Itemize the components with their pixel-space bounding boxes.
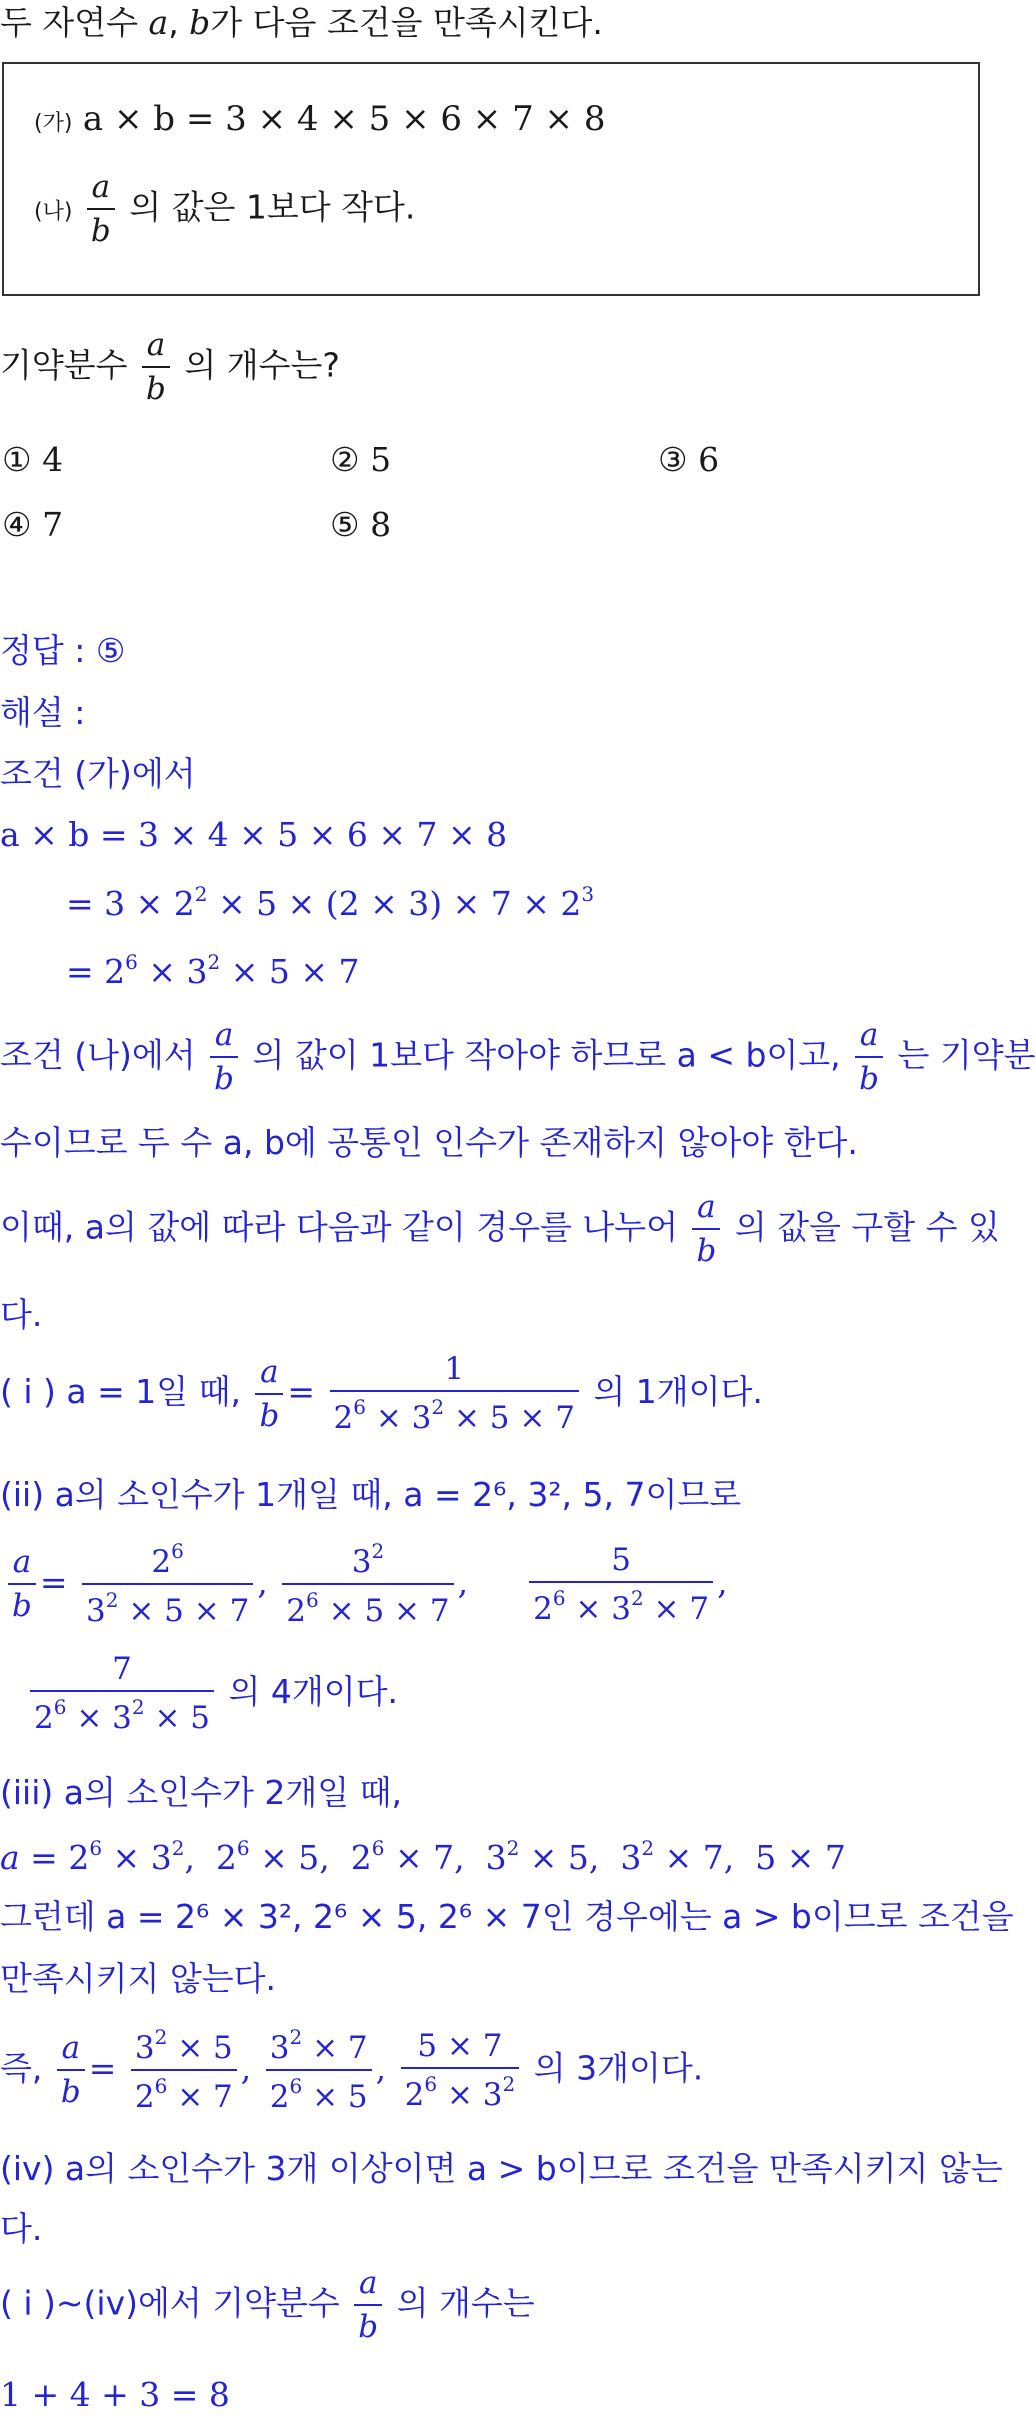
solution-line-7: 이때, a의 값에 따라 다음과 같이 경우를 나누어 $\frac{a}{b}$ 의 값을 구할 수 있 [0,1189,1000,1270]
case-iv: (iv) a의 소인수가 3개 이상이면 a > b이므로 조건을 만족시키지 않는 [0,2149,1003,2188]
solution-line-1: 조건 (가)에서 [0,754,196,793]
case-iii-note: 그런데 a = 2⁶ × 3², 2⁶ × 5, 2⁶ × 7인 경우에는 a > b이므로 조건을 [0,1897,1014,1936]
solution-line-4: = $2^6 \times 3^2 \times 5 \times 7$ [66,950,360,991]
condition-1: (가) a × b = 3 × 4 × 5 × 6 × 7 × 8 [34,99,606,139]
case-iii-note-2: 만족시키지 않는다. [0,1959,277,1998]
case-ii: (ii) a의 소인수가 1개일 때, a = 2⁶, 3², 5, 7이므로 [0,1475,742,1514]
case-iv-2: 다. [0,2209,43,2248]
solution-line-6: 수이므로 두 수 a, b에 공통인 인수가 존재하지 않아야 한다. [0,1123,858,1162]
summary: ( i )~(iv)에서 기약분수 $\frac{a}{b}$ 의 개수는 [0,2265,535,2346]
solution-line-8: 다. [0,1295,43,1334]
case-i: ( i ) a = 1일 때, $\frac{a}{b}$ = $\frac{1}{2^6 \times 3^2 \times 5 \times 7}$ 의 1개이다. [0,1351,763,1437]
case-iii-fractions: 즉, $\frac{a}{b}$ = $\frac{3^2 \times 5}{2^6 \times 7}$ , $\frac{3^2 \times 7}{2^6 \times 5}$ , $\frac{5 \times 7}{2^6 \times 3^2}$ 의 3개이다. [0,2025,704,2116]
case-ii-fraction-4: $\frac{7}{2^6 \times 3^2 \times 5}$ 의 4개이다. [26,1652,398,1735]
choice-2[interactable]: ② 5 [330,440,392,479]
answer: 정답 : ⑤ [0,631,126,670]
explanation-label: 해설 : [0,693,86,732]
choice-3[interactable]: ③ 6 [658,440,720,479]
choice-5[interactable]: ⑤ 8 [330,505,392,544]
solution-line-3: = $3 \times 2^2 \times 5 \times (2 \times 3) \times 7 \times 2^3$ [66,882,595,923]
problem-title: 두 자연수 a, b가 다음 조건을 만족시킨다. [0,3,603,42]
choice-4[interactable]: ④ 7 [2,505,64,544]
case-iii: (iii) a의 소인수가 2개일 때, [0,1773,402,1812]
question: 기약분수 $\frac{a}{b}$ 의 개수는? [0,327,340,408]
solution-line-5: 조건 (나)에서 $\frac{a}{b}$ 의 값이 1보다 작아야 하므로 a < b이고, $\frac{a}{b}$ 는 기약분 [0,1017,1036,1098]
final-sum: 1 + 4 + 3 = 8 [0,2375,230,2414]
choice-1[interactable]: ① 4 [2,440,64,479]
case-iii-list: $a = 2^6 \times 3^2$, $2^6 \times 5$, $2^6 \times 7$, $3^2 \times 5$, $3^2 \times 7$, 5 × 7 [0,1836,846,1877]
condition-2: (나) $\frac{a}{b}$ 의 값은 1보다 작다. [34,169,416,250]
case-ii-fractions: $\frac{a}{b}$ = $\frac{2^6}{3^2 \times 5 \times 7}$ , $\frac{3^2}{2^6 \times 5 \times 7}$ , $\frac{5}{2^6 \times 3^2 \times 7}$ , [4,1540,728,1628]
solution-line-2: a × b = 3 × 4 × 5 × 6 × 7 × 8 [0,815,508,854]
